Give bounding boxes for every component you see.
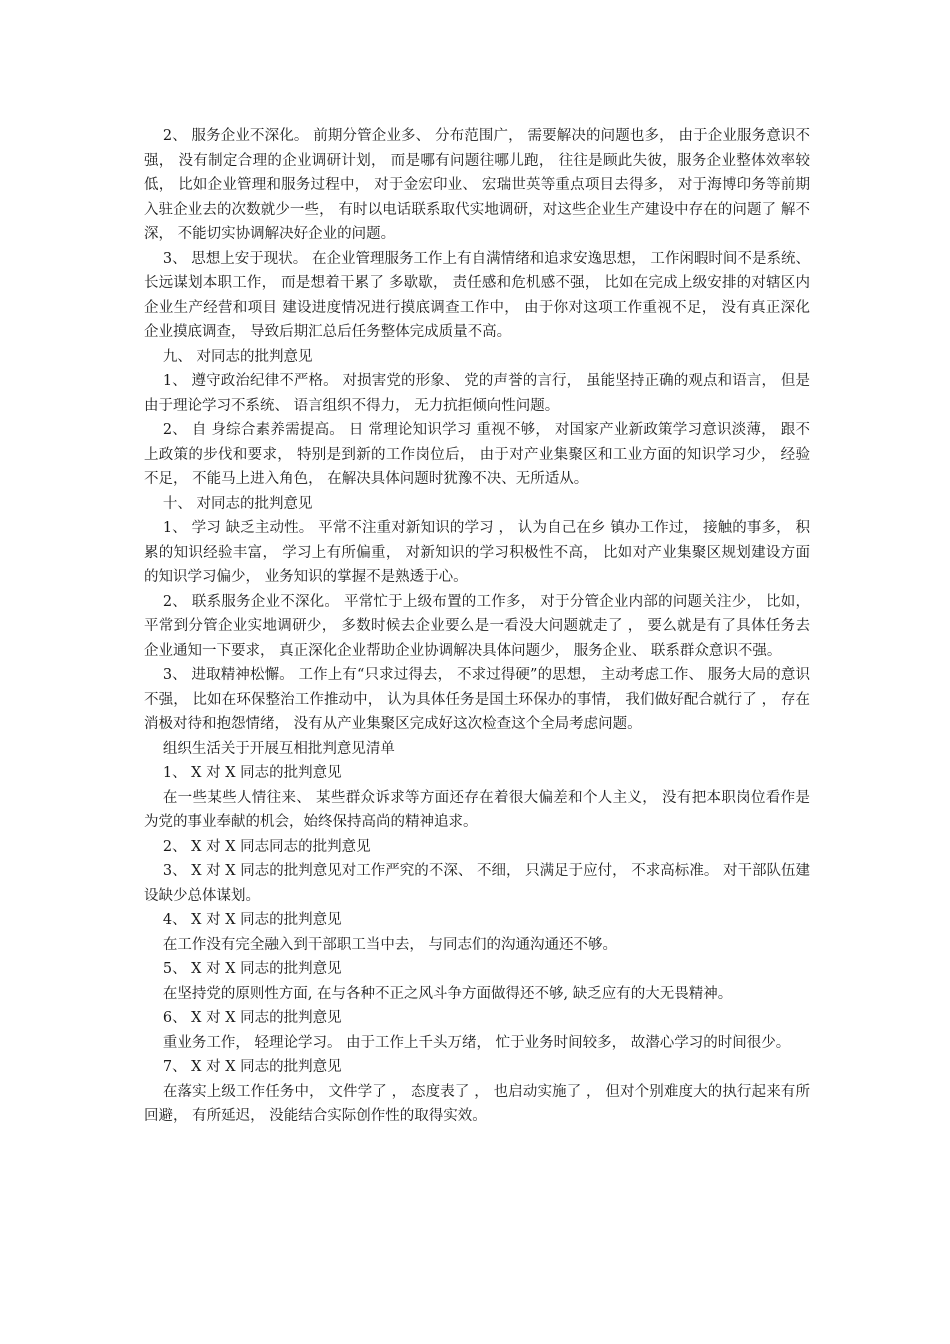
- item-heading: 2、 X 对 X 同志同志的批判意见: [162, 838, 371, 855]
- paragraph: 在坚持党的原则性方面, 在与各种不正之风斗争方面做得还不够, 缺乏应有的大无畏精神。: [162, 985, 733, 1002]
- document-body: [144, 124, 810, 1129]
- item-heading: 5、 X 对 X 同志的批判意见: [162, 961, 342, 977]
- item-heading: 4、 X 对 X 同志的批判意见: [162, 912, 342, 928]
- section-heading: 九、 对同志的批判意见: [162, 348, 313, 365]
- item-heading: 6、 X 对 X 同志的批判意见: [162, 1010, 342, 1026]
- section-heading: 十、 对同志的批判意见: [162, 495, 313, 512]
- item-heading: 7、 X 对 X 同志的批判意见: [162, 1059, 342, 1075]
- paragraph: 2、 自 身综合素养需提高。 日 常理论知识学习 重视不够， 对国家产业新政策学习意识淡薄， 跟不上政策的步伐和要求， 特别是到新的工作岗位后， 由于对产业集聚区和工业方面的知识学习少， 经验不足， 不能马上进入角色， 在解决具体问题时犹豫不决、无所适从。: [144, 422, 810, 487]
- paragraph: 在落实上级工作任务中， 文件学了 ， 态度表了 ， 也启动实施了 ， 但对个别难度大的执行起来有所回避， 有所延迟， 没能结合实际创作性的取得实效。: [144, 1083, 810, 1124]
- paragraph: 在工作没有完全融入到干部职工当中去， 与同志们的沟通沟通还不够。: [162, 936, 617, 953]
- paragraph: 在一些某些人情往来、 某些群众诉求等方面还存在着很大偏差和个人主义， 没有把本职岗位看作是为党的事业奉献的机会，始终保持高尚的精神追求。: [144, 789, 810, 830]
- section-heading: 组织生活关于开展互相批判意见清单: [162, 740, 395, 757]
- paragraph: 2、 联系服务企业不深化。 平常忙于上级布置的工作多， 对于分管企业内部的问题关注少， 比如， 平常到分管企业实地调研少， 多数时候去企业要么是一看没大问题就走了 ， 要么就是有了具体任务去企业通知一下要求， 真正深化企业帮助企业协调解决具体问题少， 服务企业、 联系群众意识不强。: [144, 593, 810, 659]
- paragraph: 1、 遵守政治纪律不严格。 对损害党的形象、 党的声誉的言行， 虽能坚持正确的观点和语言， 但是由于理论学习不系统、 语言组织不得力， 无力抗拒倾向性问题。: [144, 373, 810, 414]
- paragraph: 2、 服务企业不深化。 前期分管企业多、 分布范围广， 需要解决的问题也多， 由于企业服务意识不强， 没有制定合理的企业调研计划， 而是哪有问题往哪儿跑， 往往是顾此失彼，服务企业整体效率较低， 比如企业管理和服务过程中， 对于金宏印业、 宏瑞世英等重点项目去得多， 对于海博印务等前期入驻企业去的次数就少一些， 有时以电话联系取代实地调研，对这些企业生产建设中存在的问题了 解不深， 不能切实协调解决好企业的问题。: [144, 128, 810, 242]
- item-heading: 1、 X 对 X 同志的批判意见: [162, 765, 342, 781]
- paragraph: 重业务工作， 轻理论学习。 由于工作上千头万绪， 忙于业务时间较多， 故潜心学习的时间很少。: [162, 1034, 791, 1051]
- paragraph: 3、 思想上安于现状。 在企业管理服务工作上有自满情绪和追求安逸思想， 工作闲暇时间不是系统、 长远谋划本职工作， 而是想着干累了 多歇歇， 责任感和危机感不强， 比如在完成上级安排的对辖区内企业生产经营和项目 建设进度情况进行摸底调查工作中， 由于你对这项工作重视不足， 没有真正深化企业摸底调查， 导致后期汇总后任务整体完成质量不高。: [144, 250, 810, 340]
- paragraph: 3、 进取精神松懈。 工作上有“只求过得去， 不求过得硬”的思想， 主动考虑工作、 服务大局的意识不强， 比如在环保整治工作推动中， 认为具体任务是国土环保办的事情， 我们做好配合就行了 ， 存在消极对待和抱怨情绪， 没有从产业集聚区完成好这次检查这个全局考虑问题。: [144, 667, 810, 732]
- paragraph: 1、 学习 缺乏主动性。 平常不注重对新知识的学习 ， 认为自己在乡 镇办工作过， 接触的事多， 积累的知识经验丰富， 学习上有所偏重， 对新知识的学习积极性不高， 比如对产业集聚区规划建设方面的知识学习偏少， 业务知识的掌握不是熟透于心。: [144, 520, 810, 585]
- paragraph: 3、 X 对 X 同志的批判意见对工作严究的不深、 不细， 只满足于应付， 不求高标准。 对干部队伍建设缺少总体谋划。: [144, 863, 810, 904]
